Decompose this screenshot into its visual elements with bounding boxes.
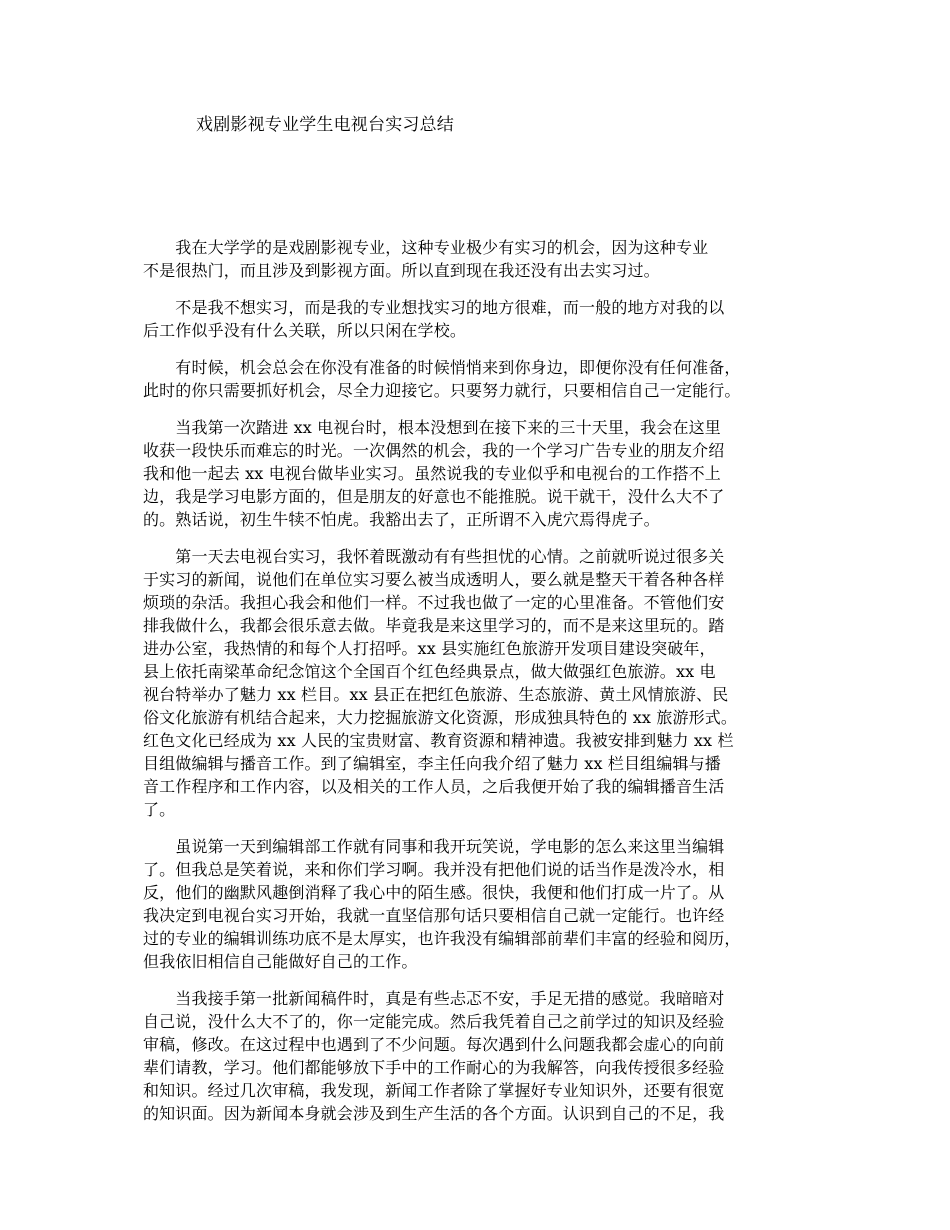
paragraph-line: 不是我不想实习，而是我的专业想找实习的地方很难，而一般的地方对我的以	[143, 298, 725, 317]
paragraph	[143, 296, 823, 342]
paragraph-line: 县上依托南梁革命纪念馆这个全国百个红色经典景点，做大做强红色旅游。xx 电	[143, 662, 716, 681]
paragraph-line: 过的专业的编辑训练功底不是太厚实，也许我没有编辑部前辈们丰富的经验和阅历，	[143, 929, 741, 948]
paragraph-line: 视台特举办了魅力 xx 栏目。xx 县正在把红色旅游、生态旅游、黄土风情旅游、民	[143, 685, 729, 704]
paragraph-line: 进办公室，我热情的和每个人打招呼。xx 县实施红色旅游开发项目建设突破年，	[143, 639, 716, 658]
paragraph-line: 不是很热门，而且涉及到影视方面。所以直到现在我还没有出去实习过。	[143, 261, 660, 280]
paragraph	[143, 545, 823, 821]
paragraph-line: 有时候，机会总会在你没有准备的时候悄悄来到你身边，即便你没有任何准备，	[143, 358, 741, 377]
paragraph-line: 边，我是学习电影方面的，但是朋友的好意也不能推脱。说干就干，没什么大不了	[143, 487, 725, 506]
paragraph-line: 第一天去电视台实习，我怀着既激动有有些担忧的心情。之前就听说过很多关	[143, 547, 725, 566]
paragraph-line: 烦琐的杂活。我担心我会和他们一样。不过我也做了一定的心里准备。不管他们安	[143, 593, 725, 612]
paragraph-line: 了。但我总是笑着说，来和你们学习啊。我并没有把他们说的话当作是泼冷水，相	[143, 860, 725, 879]
paragraph-line: 音工作程序和工作内容，以及相关的工作人员，之后我便开始了我的编辑播音生活	[143, 777, 725, 796]
paragraph-line: 后工作似乎没有什么关联，所以只闲在学校。	[143, 321, 467, 340]
paragraph-line: 我在大学学的是戏剧影视专业，这种专业极少有实习的机会，因为这种专业	[143, 238, 709, 257]
paragraph-line: 目组做编辑与播音工作。到了编辑室，李主任向我介绍了魅力 xx 栏目组编辑与播	[143, 754, 721, 773]
paragraph	[143, 987, 823, 1125]
paragraph-line: 虽说第一天到编辑部工作就有同事和我开玩笑说，学电影的怎么来这里当编辑	[143, 837, 725, 856]
paragraph-line: 于实习的新闻，说他们在单位实习要么被当成透明人，要么就是整天干着各种各样	[143, 570, 725, 589]
paragraph-line: 审稿，修改。在这过程中也遇到了不少问题。每次遇到什么问题我都会虚心的向前	[143, 1035, 725, 1054]
paragraph-line: 红色文化已经成为 xx 人民的宝贵财富、教育资源和精神遗。我被安排到魅力 xx 栏	[143, 731, 734, 750]
paragraph	[143, 356, 823, 402]
paragraph-line: 的。熟话说，初生牛犊不怕虎。我豁出去了，正所谓不入虎穴焉得虎子。	[143, 510, 660, 529]
document-title: 戏剧影视专业学生电视台实习总结	[196, 115, 454, 135]
paragraph-line: 了。	[143, 800, 176, 819]
paragraph-line: 和知识。经过几次审稿，我发现，新闻工作者除了掌握好专业知识外，还要有很宽	[143, 1081, 725, 1100]
document-body	[143, 236, 823, 1139]
paragraph-line: 但我依旧相信自己能做好自己的工作。	[143, 952, 418, 971]
paragraph-line: 我和他一起去 xx 电视台做毕业实习。虽然说我的专业似乎和电视台的工作搭不上	[143, 464, 721, 483]
paragraph-line: 我决定到电视台实习开始，我就一直坚信那句话只要相信自己就一定能行。也许经	[143, 906, 725, 925]
paragraph	[143, 416, 823, 531]
paragraph-line: 当我接手第一批新闻稿件时，真是有些忐忑不安，手足无措的感觉。我暗暗对	[143, 989, 725, 1008]
paragraph-line: 辈们请教，学习。他们都能够放下手中的工作耐心的为我解答，向我传授很多经验	[143, 1058, 725, 1077]
paragraph	[143, 835, 823, 973]
paragraph	[143, 236, 823, 282]
paragraph-line: 当我第一次踏进 xx 电视台时，根本没想到在接下来的三十天里，我会在这里	[143, 418, 721, 437]
paragraph-line: 收获一段快乐而难忘的时光。一次偶然的机会，我的一个学习广告专业的朋友介绍	[143, 441, 725, 460]
paragraph-line: 的知识面。因为新闻本身就会涉及到生产生活的各个方面。认识到自己的不足，我	[143, 1104, 725, 1123]
paragraph-line: 俗文化旅游有机结合起来，大力挖掘旅游文化资源，形成独具特色的 xx 旅游形式。	[143, 708, 738, 727]
paragraph-line: 反，他们的幽默风趣倒消释了我心中的陌生感。很快，我便和他们打成一片了。从	[143, 883, 725, 902]
paragraph-line: 排我做什么，我都会很乐意去做。毕竟我是来这里学习的，而不是来这里玩的。踏	[143, 616, 725, 635]
paragraph-line: 此时的你只需要抓好机会，尽全力迎接它。只要努力就行，只要相信自己一定能行。	[143, 381, 741, 400]
paragraph-line: 自己说，没什么大不了的，你一定能完成。然后我凭着自己之前学过的知识及经验	[143, 1012, 725, 1031]
